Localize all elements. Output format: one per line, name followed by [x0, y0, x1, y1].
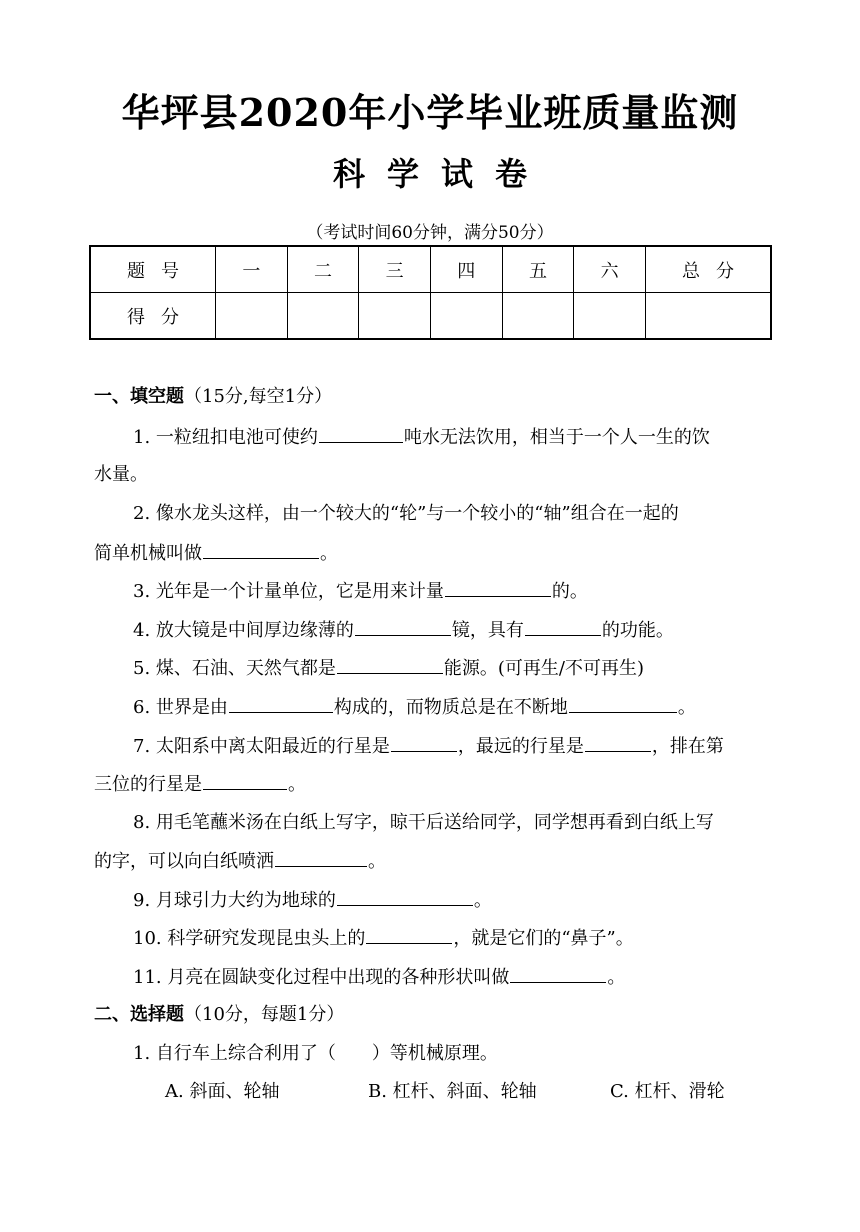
q5-text-a: 5. 煤、石油、天然气都是	[133, 658, 336, 679]
q1-text-b: 吨水无法饮用，相当于一个人一生的饮	[403, 427, 710, 448]
q9-text-b: 。	[473, 890, 492, 911]
q10-text-b: ，就是它们的“鼻子”。	[453, 928, 634, 949]
q11-text-a: 11. 月亮在圆缺变化过程中出现的各种形状叫做	[133, 967, 510, 988]
section1-note: （15分,每空1分）	[184, 386, 333, 407]
score-cell[interactable]	[216, 293, 288, 340]
option-c[interactable]: C. 杠杆、滑轮	[610, 1081, 725, 1102]
q2-text-c: 。	[320, 543, 338, 564]
score-header-cell: 六	[574, 246, 646, 293]
question-7-cont	[94, 771, 306, 798]
q6-text-c: 。	[677, 697, 696, 718]
section1-heading	[94, 384, 332, 410]
question-2: 2. 像水龙头这样，由一个较大的“轮”与一个较小的“轴”组合在一起的	[133, 503, 679, 524]
question-10	[133, 925, 634, 952]
score-cell[interactable]	[287, 293, 359, 340]
section2-heading	[94, 1002, 344, 1028]
score-header-cell: 三	[359, 246, 431, 293]
answer-blank[interactable]	[366, 925, 452, 944]
question-8-cont	[94, 848, 386, 875]
answer-blank[interactable]	[391, 733, 457, 752]
score-cell[interactable]	[646, 293, 772, 340]
answer-blank[interactable]	[525, 617, 601, 636]
option-b[interactable]: B. 杠杆、斜面、轮轴	[368, 1081, 537, 1102]
question-3	[133, 578, 588, 605]
score-table	[89, 245, 772, 340]
answer-blank[interactable]	[445, 578, 551, 597]
section2-title: 二、选择题	[94, 1004, 184, 1025]
question-7	[133, 733, 724, 760]
score-header-cell: 二	[287, 246, 359, 293]
answer-blank[interactable]	[275, 848, 367, 867]
question-1	[133, 424, 710, 451]
q4-text-c: 的功能。	[601, 620, 674, 641]
q7-text-d: 三位的行星是	[94, 774, 202, 795]
question-2-cont	[94, 540, 338, 567]
question-6	[133, 694, 696, 721]
q8-text-c: 。	[368, 851, 386, 872]
answer-blank[interactable]	[203, 771, 287, 790]
q7-text-b: ，最远的行星是	[457, 736, 584, 757]
answer-blank[interactable]	[569, 694, 677, 713]
score-cell[interactable]	[502, 293, 574, 340]
score-header-cell: 题号	[90, 246, 216, 293]
q7-text-e: 。	[288, 774, 306, 795]
option-a[interactable]: A. 斜面、轮轴	[165, 1081, 280, 1102]
section2-note: （10分，每题1分）	[184, 1004, 345, 1025]
score-row-label: 得分	[90, 293, 216, 340]
q7-text-c: ，排在第	[651, 736, 724, 757]
score-header-cell: 四	[430, 246, 502, 293]
score-header-cell: 一	[216, 246, 288, 293]
q10-text-a: 10. 科学研究发现昆虫头上的	[133, 928, 366, 949]
section1-title: 一、填空题	[94, 386, 184, 407]
q7-text-a: 7. 太阳系中离太阳最近的行星是	[133, 736, 390, 757]
q11-text-b: 。	[607, 967, 626, 988]
answer-blank[interactable]	[510, 964, 606, 983]
score-cell[interactable]	[574, 293, 646, 340]
exam-subtitle: 科学试卷	[332, 155, 549, 193]
answer-blank[interactable]	[585, 733, 651, 752]
question-4	[133, 617, 674, 644]
q9-text-a: 9. 月球引力大约为地球的	[133, 890, 336, 911]
q3-text-b: 的。	[551, 581, 588, 602]
question-9	[133, 887, 492, 914]
q5-text-b: 能源。(可再生/不可再生)	[443, 658, 645, 679]
exam-note: （考试时间60分钟，满分50分）	[306, 223, 554, 243]
answer-blank[interactable]	[355, 617, 451, 636]
answer-blank[interactable]	[229, 694, 333, 713]
question-5	[133, 655, 644, 682]
q6-text-b: 构成的，而物质总是在不断地	[333, 697, 568, 718]
score-header-cell: 五	[502, 246, 574, 293]
q1-text-a: 1. 一粒纽扣电池可使约	[133, 427, 318, 448]
q4-text-b: 镜，具有	[451, 620, 524, 641]
score-table-score-row	[90, 293, 771, 340]
q2-text-b: 简单机械叫做	[94, 543, 202, 564]
score-cell[interactable]	[359, 293, 431, 340]
score-table-header-row	[90, 246, 771, 293]
answer-blank[interactable]	[337, 655, 443, 674]
q4-text-a: 4. 放大镜是中间厚边缘薄的	[133, 620, 354, 641]
answer-blank[interactable]	[203, 540, 319, 559]
answer-blank[interactable]	[319, 424, 403, 443]
score-header-cell: 总分	[646, 246, 772, 293]
question-8: 8. 用毛笔蘸米汤在白纸上写字，晾干后送给同学，同学想再看到白纸上写	[133, 812, 714, 833]
answer-blank[interactable]	[337, 887, 473, 906]
exam-title: 华坪县2020年小学毕业班质量监测	[121, 90, 739, 135]
question-1-cont: 水量。	[94, 464, 148, 485]
mc-question-1: 1. 自行车上综合利用了（ ）等机械原理。	[133, 1043, 498, 1064]
question-11	[133, 964, 625, 991]
q6-text-a: 6. 世界是由	[133, 697, 228, 718]
q8-text-b: 的字，可以向白纸喷洒	[94, 851, 274, 872]
q3-text-a: 3. 光年是一个计量单位，它是用来计量	[133, 581, 444, 602]
score-cell[interactable]	[430, 293, 502, 340]
